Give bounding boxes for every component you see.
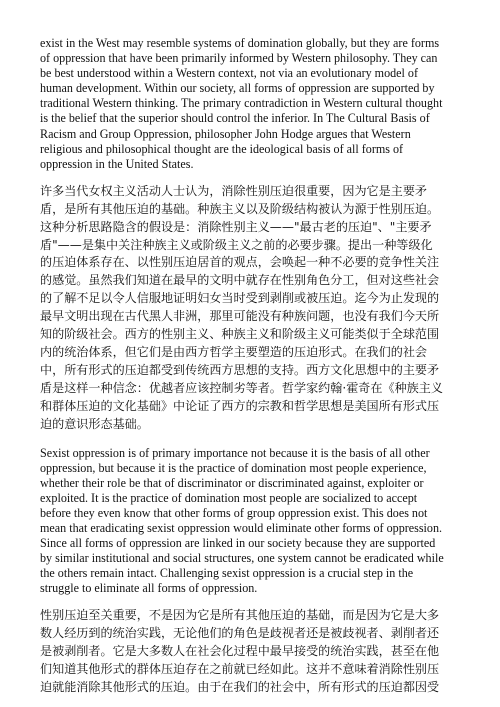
text-line: 盾是这样一种信念：优越者应该控制劣等者。哲学家约翰·霍奇在《种族主义 xyxy=(40,380,443,395)
text-line: religious and philosophical thought are the ideological basis of all forms of xyxy=(40,141,404,156)
text-line: 迫就能消除其他形式的压迫。由于在我们的社会中，所有形式的压迫都因受 xyxy=(40,680,440,695)
text-line: 内的统治体系，但它们是由西方哲学主要塑造的压迫形式。在我们的社会 xyxy=(40,345,428,359)
text-line: oppression in the United States. xyxy=(40,156,194,171)
text-line: 迫的意识形态基础。 xyxy=(40,416,149,431)
text-line: 的压迫体系存在、以性别压迫居首的观点，会唤起一种不必要的竞争性关注 xyxy=(40,255,440,270)
text-line: 的了解不足以令人信服地证明妇女当时受到剥削或被压迫。迄今为止发现的 xyxy=(40,291,440,306)
text-line: 是被剥削者。它是大多数人在社会化过程中最早接受的统治实践，甚至在他 xyxy=(40,644,440,659)
text-line: 性别压迫至关重要，不是因为它是所有其他压迫的基础，而是因为它是大多 xyxy=(40,608,440,623)
text-line: 盾，是所有其他压迫的基础。种族主义以及阶级结构被认为源于性别压迫。 xyxy=(40,201,440,216)
text-line: the others remain intact. Challenging sexist oppression is a crucial step in the xyxy=(40,566,414,581)
text-line: 数人经历到的统治实践，无论他们的角色是歧视者还是被歧视者、剥削者还 xyxy=(40,626,440,641)
text-line: whether their role be that of discriminator or discriminated against, exploiter or xyxy=(40,475,424,490)
text-line: struggle to eliminate all forms of oppression. xyxy=(40,581,258,596)
text-line: before they even know that other forms of group oppression exist. This does not xyxy=(40,505,428,520)
text-line: be best understood within a Western context, not via an evolutionary model of xyxy=(40,66,418,81)
text-line: traditional Western thinking. The primary contradiction in Western cultural thought xyxy=(40,96,443,111)
text-line: 盾"——是集中关注种族主义或阶级主义之前的必要步骤。提出一种等级化 xyxy=(40,237,433,252)
text-line: 最早文明出现在古代黑人非洲，那里可能没有种族问题，也没有我们今天所 xyxy=(40,309,440,324)
text-line: 的感觉。虽然我们知道在最早的文明中就存在性别角色分工，但对这些社会 xyxy=(40,273,440,288)
text-line: human development. Within our society, all forms of oppression are supported by xyxy=(40,81,435,96)
text-line: exist in the West may resemble systems of domination globally, but they are forms xyxy=(40,36,440,50)
paragraph-chinese-2 xyxy=(40,607,460,697)
text-line: 这种分析思路隐含的假设是：消除性别主义——"最古老的压迫"、"主要矛 xyxy=(40,219,432,234)
text-line: oppression, but because it is the practice of domination most people experience, xyxy=(40,460,427,475)
paragraph-english-1 xyxy=(40,36,460,172)
text-line: of oppression that have been primarily informed by Western philosophy. They can xyxy=(40,51,438,66)
text-line: is the belief that the superior should control the inferior. In The Cultural Basis of xyxy=(40,111,430,126)
text-line: Sexist oppression is of primary importance not because it is the basis of all other xyxy=(40,445,430,460)
paragraph-chinese-1 xyxy=(40,183,460,434)
text-line: exploited. It is the practice of domination most people are socialized to accept xyxy=(40,490,418,505)
paragraph-english-2 xyxy=(40,446,460,597)
text-line: 知的阶级社会。西方的性别主义、种族主义和阶级主义可能类似于全球范围 xyxy=(40,327,440,342)
text-line: Since all forms of oppression are linked in our society because they are supported xyxy=(40,536,436,551)
text-line: Racism and Group Oppression, philosopher John Hodge argues that Western xyxy=(40,126,411,141)
text-line: 们知道其他形式的群体压迫存在之前就已经如此。这并不意味着消除性别压 xyxy=(40,662,440,677)
text-line: mean that eradicating sexist oppression would eliminate other forms of oppression. xyxy=(40,521,443,535)
text-line: by similar institutional and social structures, one system cannot be eradicated while xyxy=(40,551,444,566)
text-line: 中，所有形式的压迫都受到传统西方思想的支持。西方文化思想中的主要矛 xyxy=(40,362,440,377)
text-line: 和群体压迫的文化基础》中论证了西方的宗教和哲学思想是美国所有形式压 xyxy=(40,398,440,413)
text-line: 许多当代女权主义活动人士认为，消除性别压迫很重要，因为它是主要矛 xyxy=(40,183,428,198)
